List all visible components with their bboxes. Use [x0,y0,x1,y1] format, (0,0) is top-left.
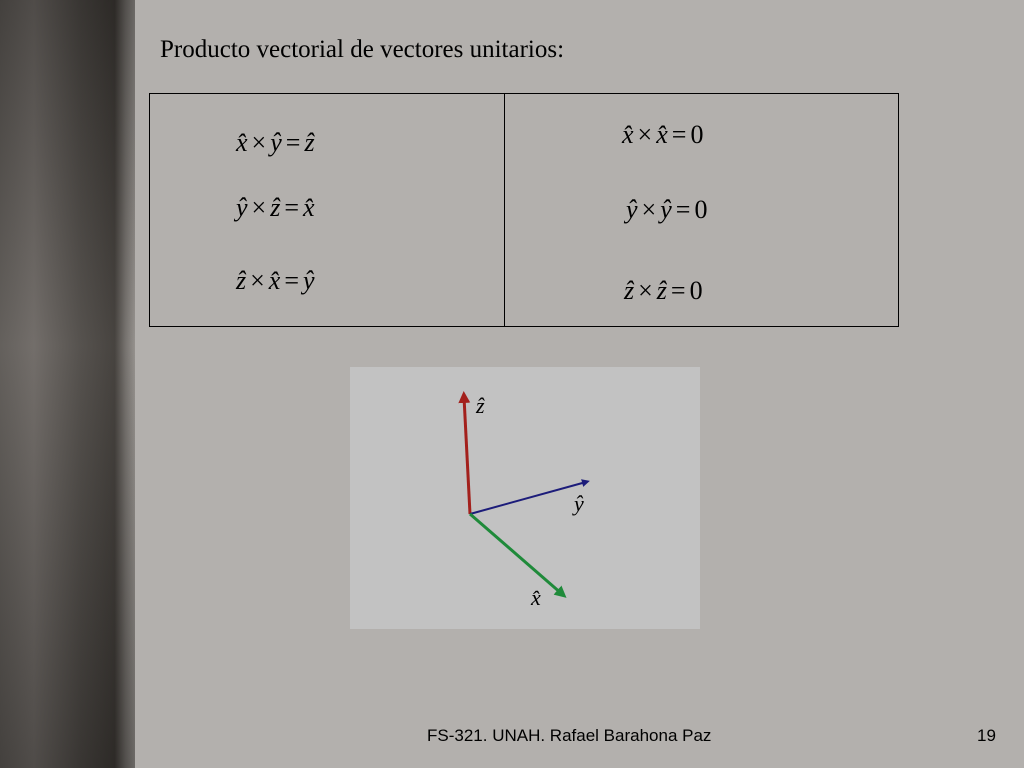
left-decorative-bar [0,0,135,768]
eq-operand-b: x̂ [268,266,281,295]
eq-operand-b: ŷ [270,128,282,157]
x-axis-label: x̂ [531,585,541,610]
eq-operand-b: ẑ [270,193,281,222]
eq-result: ẑ [304,128,315,157]
equation-y-cross-y [626,195,707,225]
x-axis-arrow [470,514,562,594]
slide-title: Producto vectorial de vectores unitarios: [160,36,565,63]
eq-operator: × [250,266,265,295]
y-axis-label: ŷ [574,491,584,516]
eq-result: 0 [690,120,704,149]
eq-operator: × [251,193,267,222]
eq-operand-a: x̂ [236,128,248,157]
equation-z-cross-z [624,276,703,306]
eq-operand-b: ŷ [660,195,672,224]
eq-result: ŷ [303,266,315,295]
eq-equals: = [671,120,687,149]
axes-svg [350,367,700,629]
z-axis-label: ẑ [476,393,485,418]
eq-operator: × [637,120,653,149]
axes-diagram [350,367,700,629]
eq-operand-b: ẑ [656,276,667,305]
eq-equals: = [670,276,686,305]
table-divider [504,94,505,326]
eq-equals: = [284,266,300,295]
eq-equals: = [284,193,300,222]
eq-operand-a: ŷ [626,195,638,224]
page-number: 19 [977,726,996,745]
eq-operand-b: x̂ [656,120,668,149]
eq-operand-a: x̂ [622,120,634,149]
equation-x-cross-x [622,120,703,150]
eq-operand-a: ŷ [236,193,248,222]
eq-operator: × [641,195,657,224]
eq-operator: × [251,128,267,157]
equation-y-cross-z [236,193,315,223]
eq-operand-a: ẑ [236,266,247,295]
equation-z-cross-x [236,266,315,296]
y-axis-arrow [470,482,586,514]
eq-equals: = [285,128,301,157]
equation-x-cross-y [236,128,315,158]
eq-result: 0 [689,276,703,305]
eq-operator: × [638,276,653,305]
eq-operand-a: ẑ [624,276,635,305]
eq-equals: = [675,195,691,224]
eq-result: x̂ [303,193,315,222]
footer-text: FS-321. UNAH. Rafael Barahona Paz [427,726,712,745]
z-axis-arrow [464,397,470,514]
eq-result: 0 [694,195,708,224]
